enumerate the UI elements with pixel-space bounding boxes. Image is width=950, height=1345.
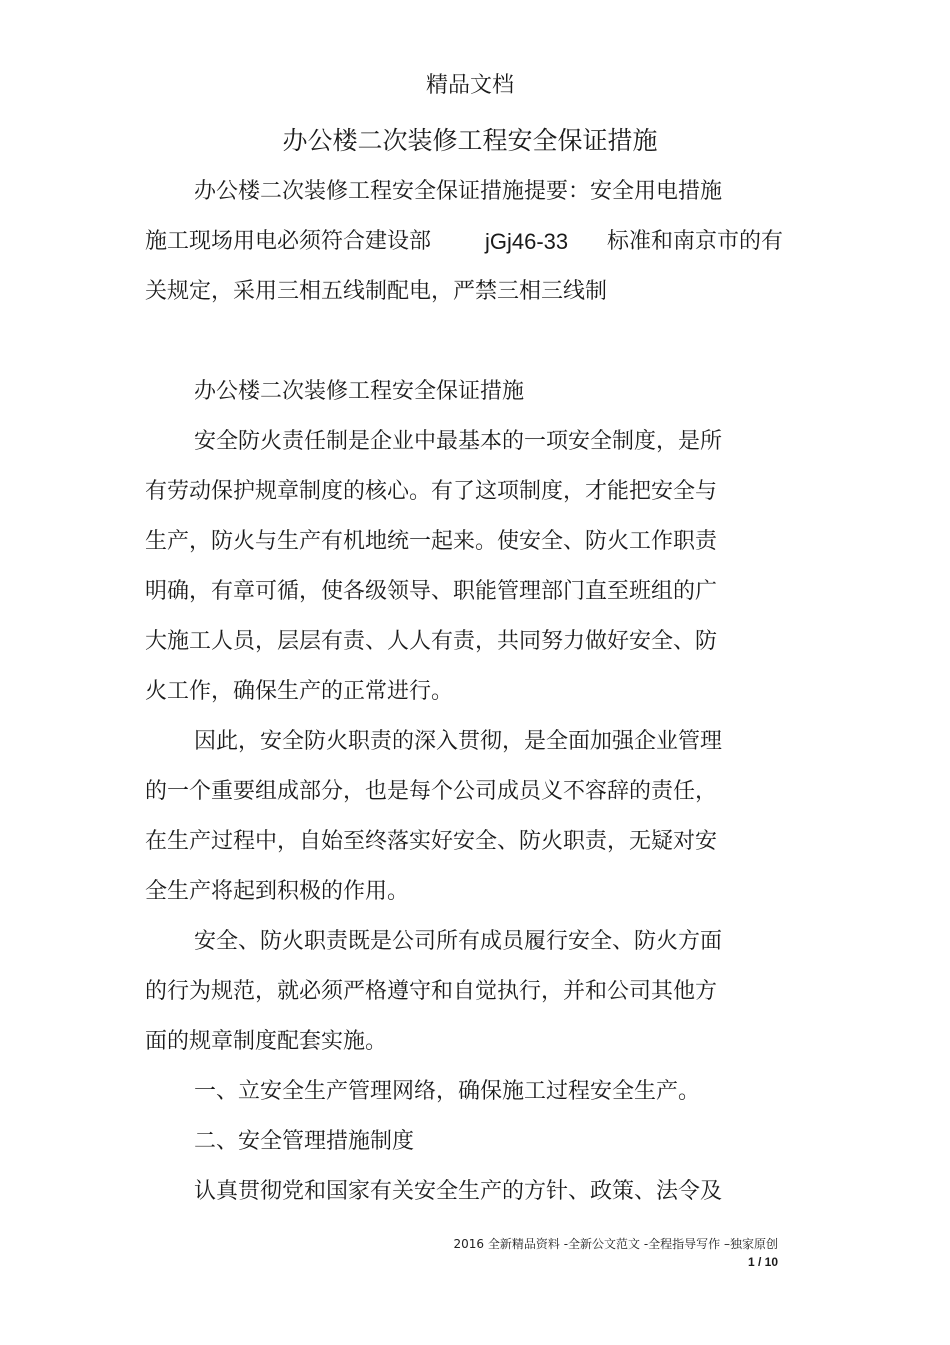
section-heading: 办公楼二次装修工程安全保证措施 (194, 379, 525, 404)
paragraph-3-line-2: 的行为规范，就必须严格遵守和自觉执行，并和公司其他方 (145, 979, 718, 1004)
paragraph-1-line-2: 有劳动保护规章制度的核心。有了这项制度，才能把安全与 (145, 479, 718, 504)
paragraph-1-line-3: 生产，防火与生产有机地统一起来。使安全、防火工作职责 (145, 529, 718, 554)
summary-line-2 (145, 228, 805, 256)
standard-code: jGj46-33 (485, 229, 569, 254)
paragraph-1-line-1: 安全防火责任制是企业中最基本的一项安全制度，是所 (194, 429, 723, 454)
paragraph-1-line-6: 火工作，确保生产的正常进行。 (145, 679, 454, 704)
summary-line-1: 办公楼二次装修工程安全保证措施提要：安全用电措施 (194, 179, 723, 204)
page-footer-text: 2016 全新精品资料 -全新公文范文 -全程指导写作 –独家原创 (453, 1237, 778, 1251)
list-item-2: 二、安全管理措施制度 (194, 1129, 415, 1154)
summary-line-2-part-a: 施工现场用电必须符合建设部 (145, 229, 432, 254)
paragraph-3-line-1: 安全、防火职责既是公司所有成员履行安全、防火方面 (194, 929, 723, 954)
paragraph-2-line-4: 全生产将起到积极的作用。 (145, 879, 410, 904)
list-item-1: 一、立安全生产管理网络，确保施工过程安全生产。 (194, 1079, 701, 1104)
paragraph-2-line-2: 的一个重要组成部分，也是每个公司成员义不容辞的责任， (145, 779, 718, 804)
document-title: 办公楼二次装修工程安全保证措施 (282, 126, 658, 155)
paragraph-1-line-4: 明确，有章可循，使各级领导、职能管理部门直至班组的广 (145, 579, 718, 604)
paragraph-4-line-1: 认真贯彻党和国家有关安全生产的方针、政策、法令及 (194, 1179, 723, 1204)
paragraph-3-line-3: 面的规章制度配套实施。 (145, 1029, 388, 1054)
summary-line-3: 关规定，采用三相五线制配电，严禁三相三线制 (145, 279, 608, 304)
summary-line-2-part-c: 标准和南京市的有 (607, 229, 784, 254)
paragraph-1-line-5: 大施工人员，层层有责、人人有责，共同努力做好安全、防 (145, 629, 718, 654)
page-number: 1 / 10 (747, 1255, 778, 1269)
paragraph-2-line-3: 在生产过程中，自始至终落实好安全、防火职责，无疑对安 (145, 829, 718, 854)
page-header-label: 精品文档 (425, 73, 514, 98)
paragraph-2-line-1: 因此，安全防火职责的深入贯彻，是全面加强企业管理 (194, 729, 723, 754)
